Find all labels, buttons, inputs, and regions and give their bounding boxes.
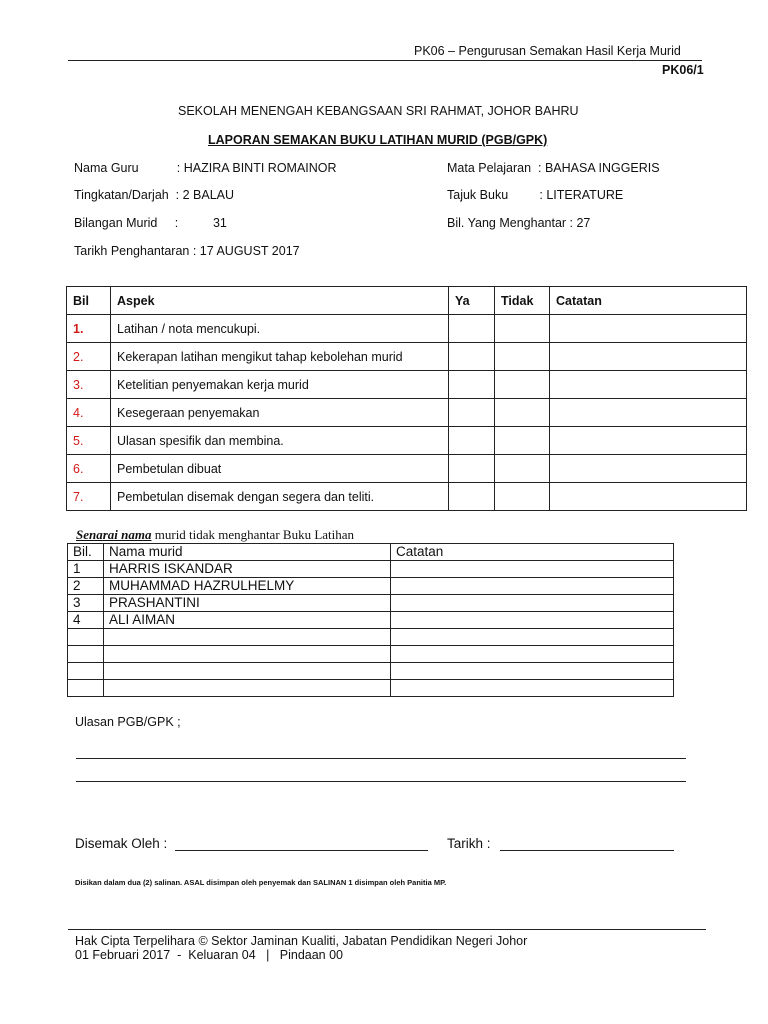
table-row — [67, 427, 747, 455]
row-number: 2. — [67, 343, 111, 371]
tidak-cell[interactable] — [495, 343, 550, 371]
aspek-text: Ulasan spesifik dan membina. — [111, 427, 449, 455]
table-row — [68, 663, 674, 680]
catatan-cell[interactable] — [550, 315, 747, 343]
tidak-cell[interactable] — [495, 399, 550, 427]
row-number: 6. — [67, 455, 111, 483]
disemak-label: Disemak Oleh : — [75, 836, 168, 851]
murid-bil[interactable] — [68, 629, 104, 646]
tarikh-line[interactable] — [500, 850, 674, 851]
ulasan-label: Ulasan PGB/GPK ; — [75, 715, 181, 729]
ya-cell[interactable] — [449, 399, 495, 427]
murid-catatan[interactable] — [391, 578, 674, 595]
catatan-cell[interactable] — [550, 343, 747, 371]
senarai-title-rest: murid tidak menghantar Buku Latihan — [151, 527, 355, 542]
table-row — [68, 578, 674, 595]
ulasan-line-1[interactable] — [76, 758, 686, 759]
murid-nama[interactable] — [104, 646, 391, 663]
col-header-bil: Bil. — [68, 544, 104, 561]
table-row — [67, 483, 747, 511]
catatan-cell[interactable] — [550, 427, 747, 455]
catatan-cell[interactable] — [550, 483, 747, 511]
table-row — [68, 629, 674, 646]
table-row — [67, 371, 747, 399]
aspek-text: Latihan / nota mencukupi. — [111, 315, 449, 343]
tidak-cell[interactable] — [495, 427, 550, 455]
table-row — [68, 595, 674, 612]
mata-pelajaran-field: Mata Pelajaran : BAHASA INGGERIS — [447, 161, 660, 175]
ya-cell[interactable] — [449, 455, 495, 483]
form-code: PK06/1 — [662, 63, 704, 77]
edition-line: 01 Februari 2017 - Keluaran 04 | Pindaan 00 — [75, 948, 344, 962]
table-row — [68, 680, 674, 697]
row-number: 1. — [67, 315, 111, 343]
murid-table — [67, 543, 674, 697]
footer-rule — [68, 929, 706, 930]
senarai-title-bold: Senarai nama — [76, 527, 152, 542]
tarikh-label: Tarikh : — [447, 836, 491, 851]
aspek-header-row — [67, 287, 747, 315]
murid-nama[interactable] — [104, 629, 391, 646]
table-row — [67, 343, 747, 371]
tidak-cell[interactable] — [495, 315, 550, 343]
murid-bil: 2 — [68, 578, 104, 595]
ya-cell[interactable] — [449, 483, 495, 511]
aspek-table — [66, 286, 747, 511]
ya-cell[interactable] — [449, 427, 495, 455]
murid-nama: ALI AIMAN — [104, 612, 391, 629]
nama-guru-field: Nama Guru : HAZIRA BINTI ROMAINOR — [74, 161, 337, 175]
murid-header-row — [68, 544, 674, 561]
murid-nama: PRASHANTINI — [104, 595, 391, 612]
tajuk-buku-field: Tajuk Buku : LITERATURE — [447, 188, 624, 202]
murid-bil: 3 — [68, 595, 104, 612]
murid-catatan[interactable] — [391, 561, 674, 578]
tidak-cell[interactable] — [495, 483, 550, 511]
tidak-cell[interactable] — [495, 455, 550, 483]
disemak-signature-line[interactable] — [175, 850, 428, 851]
table-row — [67, 399, 747, 427]
tarikh-penghantaran-field: Tarikh Penghantaran : 17 AUGUST 2017 — [74, 244, 300, 258]
col-header-catatan: Catatan — [391, 544, 674, 561]
copyright-line: Hak Cipta Terpelihara © Sektor Jaminan Kualiti, Jabatan Pendidikan Negeri Johor — [75, 934, 528, 948]
aspek-text: Ketelitian penyemakan kerja murid — [111, 371, 449, 399]
murid-bil[interactable] — [68, 646, 104, 663]
murid-catatan[interactable] — [391, 663, 674, 680]
tingkatan-field: Tingkatan/Darjah : 2 BALAU — [74, 188, 235, 202]
murid-bil: 4 — [68, 612, 104, 629]
murid-nama: MUHAMMAD HAZRULHELMY — [104, 578, 391, 595]
header-rule — [68, 60, 702, 61]
table-row — [67, 315, 747, 343]
catatan-cell[interactable] — [550, 399, 747, 427]
table-row — [68, 646, 674, 663]
catatan-cell[interactable] — [550, 455, 747, 483]
aspek-text: Pembetulan disemak dengan segera dan teliti. — [111, 483, 449, 511]
tidak-cell[interactable] — [495, 371, 550, 399]
murid-catatan[interactable] — [391, 595, 674, 612]
murid-catatan[interactable] — [391, 612, 674, 629]
aspek-text: Pembetulan dibuat — [111, 455, 449, 483]
aspek-text: Kekerapan latihan mengikut tahap kebolehan murid — [111, 343, 449, 371]
bil-menghantar-field: Bil. Yang Menghantar : 27 — [447, 216, 591, 230]
row-number: 4. — [67, 399, 111, 427]
murid-catatan[interactable] — [391, 680, 674, 697]
murid-catatan[interactable] — [391, 629, 674, 646]
murid-catatan[interactable] — [391, 646, 674, 663]
murid-bil: 1 — [68, 561, 104, 578]
ya-cell[interactable] — [449, 315, 495, 343]
murid-bil[interactable] — [68, 680, 104, 697]
bilangan-murid-field: Bilangan Murid : 31 — [74, 216, 227, 230]
col-header-bil: Bil — [67, 287, 111, 315]
ulasan-line-2[interactable] — [76, 781, 686, 782]
row-number: 7. — [67, 483, 111, 511]
col-header-catatan: Catatan — [550, 287, 747, 315]
ya-cell[interactable] — [449, 343, 495, 371]
aspek-text: Kesegeraan penyemakan — [111, 399, 449, 427]
salinan-note: Disikan dalam dua (2) salinan. ASAL disimpan oleh penyemak dan SALINAN 1 disimpan oleh Panitia MP. — [75, 878, 447, 887]
row-number: 5. — [67, 427, 111, 455]
table-row — [67, 455, 747, 483]
col-header-ya: Ya — [449, 287, 495, 315]
col-header-aspek: Aspek — [111, 287, 449, 315]
murid-nama: HARRIS ISKANDAR — [104, 561, 391, 578]
murid-nama[interactable] — [104, 680, 391, 697]
row-number: 3. — [67, 371, 111, 399]
ya-cell[interactable] — [449, 371, 495, 399]
form-title: PK06 – Pengurusan Semakan Hasil Kerja Murid — [414, 44, 681, 58]
school-name: SEKOLAH MENENGAH KEBANGSAAN SRI RAHMAT, JOHOR BAHRU — [178, 104, 579, 118]
table-row — [68, 561, 674, 578]
murid-nama[interactable] — [104, 663, 391, 680]
catatan-cell[interactable] — [550, 371, 747, 399]
murid-bil[interactable] — [68, 663, 104, 680]
table-row — [68, 612, 674, 629]
report-title: LAPORAN SEMAKAN BUKU LATIHAN MURID (PGB/GPK) — [208, 133, 548, 147]
col-header-nama-murid: Nama murid — [104, 544, 391, 561]
col-header-tidak: Tidak — [495, 287, 550, 315]
senarai-title — [76, 527, 354, 543]
